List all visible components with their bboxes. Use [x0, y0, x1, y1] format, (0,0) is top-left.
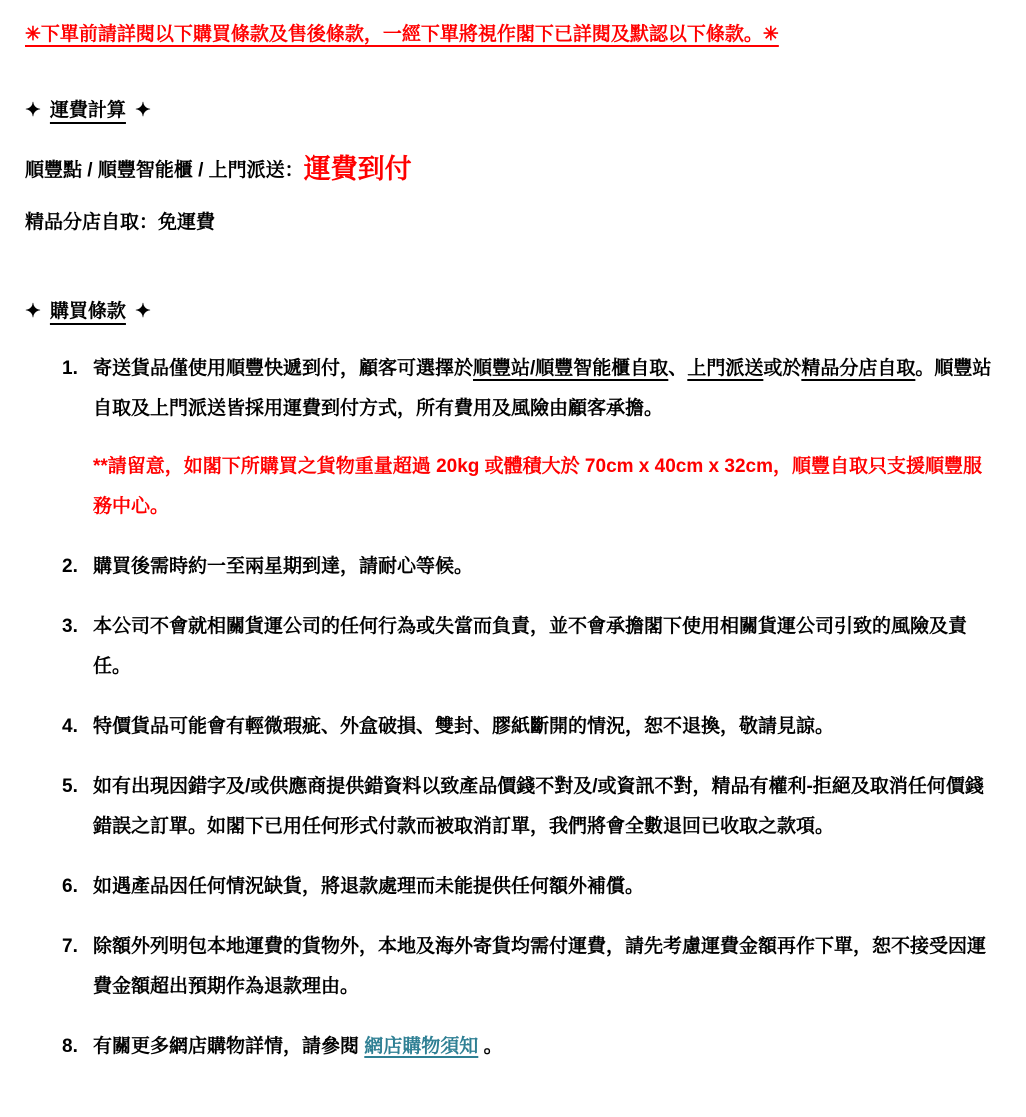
term-body: [93, 867, 992, 907]
term-1-seg-a: 寄送貨品僅使用順豐快遞到付，顧客可選擇於: [93, 358, 474, 379]
pickup-option-home-delivery: 上門派送: [687, 358, 764, 379]
term-1-seg-g: 。順豐站自取及上門派送皆採用運費到付方式，所有費用及風險由顧客承擔。: [93, 358, 992, 419]
term-5-text: 如有出現因錯字及/或供應商提供錯資料以致產品價錢不對及/或資訊不對，精品有權利-拒絕及取消任何價錢錯誤之訂單。如閣下已用任何形式付款而被取消訂單，我們將會全數退回已收取之款項。: [93, 776, 984, 837]
term-8-pre: 有關更多網店購物詳情，請參閱: [93, 1036, 365, 1057]
term-number: 3.: [62, 616, 78, 637]
term-item-6: [62, 867, 992, 907]
term-6-text: 如遇產品因任何情況缺貨，將退款處理而未能提供任何額外補償。: [93, 876, 645, 897]
pre-order-notice-text: ✳下單前請詳閱以下購買條款及售後條款，一經下單將視作閣下已詳閱及默認以下條款。✳: [25, 24, 779, 45]
term-body: [93, 547, 992, 587]
pickup-option-sf-station: 順豐站/順豐智能櫃自取: [473, 358, 669, 379]
term-item-7: [62, 927, 992, 1007]
shipping-methods-line: [25, 154, 992, 186]
sf-weight-limit-note: **請留意，如閣下所購買之貨物重量超過 20kg 或體積大於 70cm x 40cm x 32cm，順豐自取只支援順豐服務中心。: [93, 456, 982, 517]
term-number: 1.: [62, 358, 78, 379]
term-body: [93, 767, 992, 847]
term-8-post: 。: [478, 1036, 503, 1057]
term-body: [93, 707, 992, 747]
term-number: 8.: [62, 1036, 78, 1057]
term-2-text: 購買後需時約一至兩星期到達，請耐心等候。: [93, 556, 474, 577]
shopping-guide-link[interactable]: 網店購物須知: [364, 1036, 479, 1057]
pre-order-notice: [25, 20, 992, 49]
term-3-text: 本公司不會就相關貨運公司的任何行為或失當而負責，並不會承擔閣下使用相關貨運公司引致的風險及責任。: [93, 616, 968, 677]
term-number: 2.: [62, 556, 78, 577]
shipping-fee-heading-text: 運費計算: [49, 100, 126, 121]
term-item-3: [62, 607, 992, 687]
term-item-4: [62, 707, 992, 747]
four-pointed-star-icon: ✦: [25, 301, 41, 322]
purchase-terms-heading-text: 購買條款: [49, 301, 126, 322]
term-item-1: [62, 349, 992, 527]
term-4-text: 特價貨品可能會有輕微瑕疵、外盒破損、雙封、膠紙斷開的情況，恕不退換，敬請見諒。: [93, 716, 835, 737]
four-pointed-star-icon: ✦: [134, 100, 151, 121]
shipping-fee-heading: [25, 95, 992, 122]
store-pickup-line: [25, 208, 992, 238]
purchase-terms-heading: [25, 296, 992, 323]
term-number: 7.: [62, 936, 78, 957]
freight-collect-value: 運費到付: [303, 154, 412, 184]
term-1-text: [93, 349, 992, 429]
terms-list: [62, 349, 992, 1067]
store-pickup-text: 精品分店自取：免運費: [25, 212, 216, 233]
term-number: 5.: [62, 776, 78, 797]
term-item-5: [62, 767, 992, 847]
four-pointed-star-icon: ✦: [134, 301, 151, 322]
term-body: [93, 349, 992, 527]
term-1-seg-c: 、: [668, 358, 688, 379]
term-item-2: [62, 547, 992, 587]
term-7-text: 除額外列明包本地運費的貨物外，本地及海外寄貨均需付運費，請先考慮運費金額再作下單，恕不接受因運費金額超出預期作為退款理由。: [93, 936, 987, 997]
four-pointed-star-icon: ✦: [25, 100, 41, 121]
term-item-8: [62, 1027, 992, 1067]
shipping-methods-label: 順豐點 / 順豐智能櫃 / 上門派送：: [25, 160, 304, 181]
term-number: 4.: [62, 716, 78, 737]
pickup-option-store-pickup: 精品分店自取: [801, 358, 916, 379]
term-1-seg-e: 或於: [763, 358, 802, 379]
term-body: [93, 927, 992, 1007]
term-8-text: [93, 1027, 992, 1067]
term-number: 6.: [62, 876, 78, 897]
term-body: [93, 1027, 992, 1067]
term-body: [93, 607, 992, 687]
